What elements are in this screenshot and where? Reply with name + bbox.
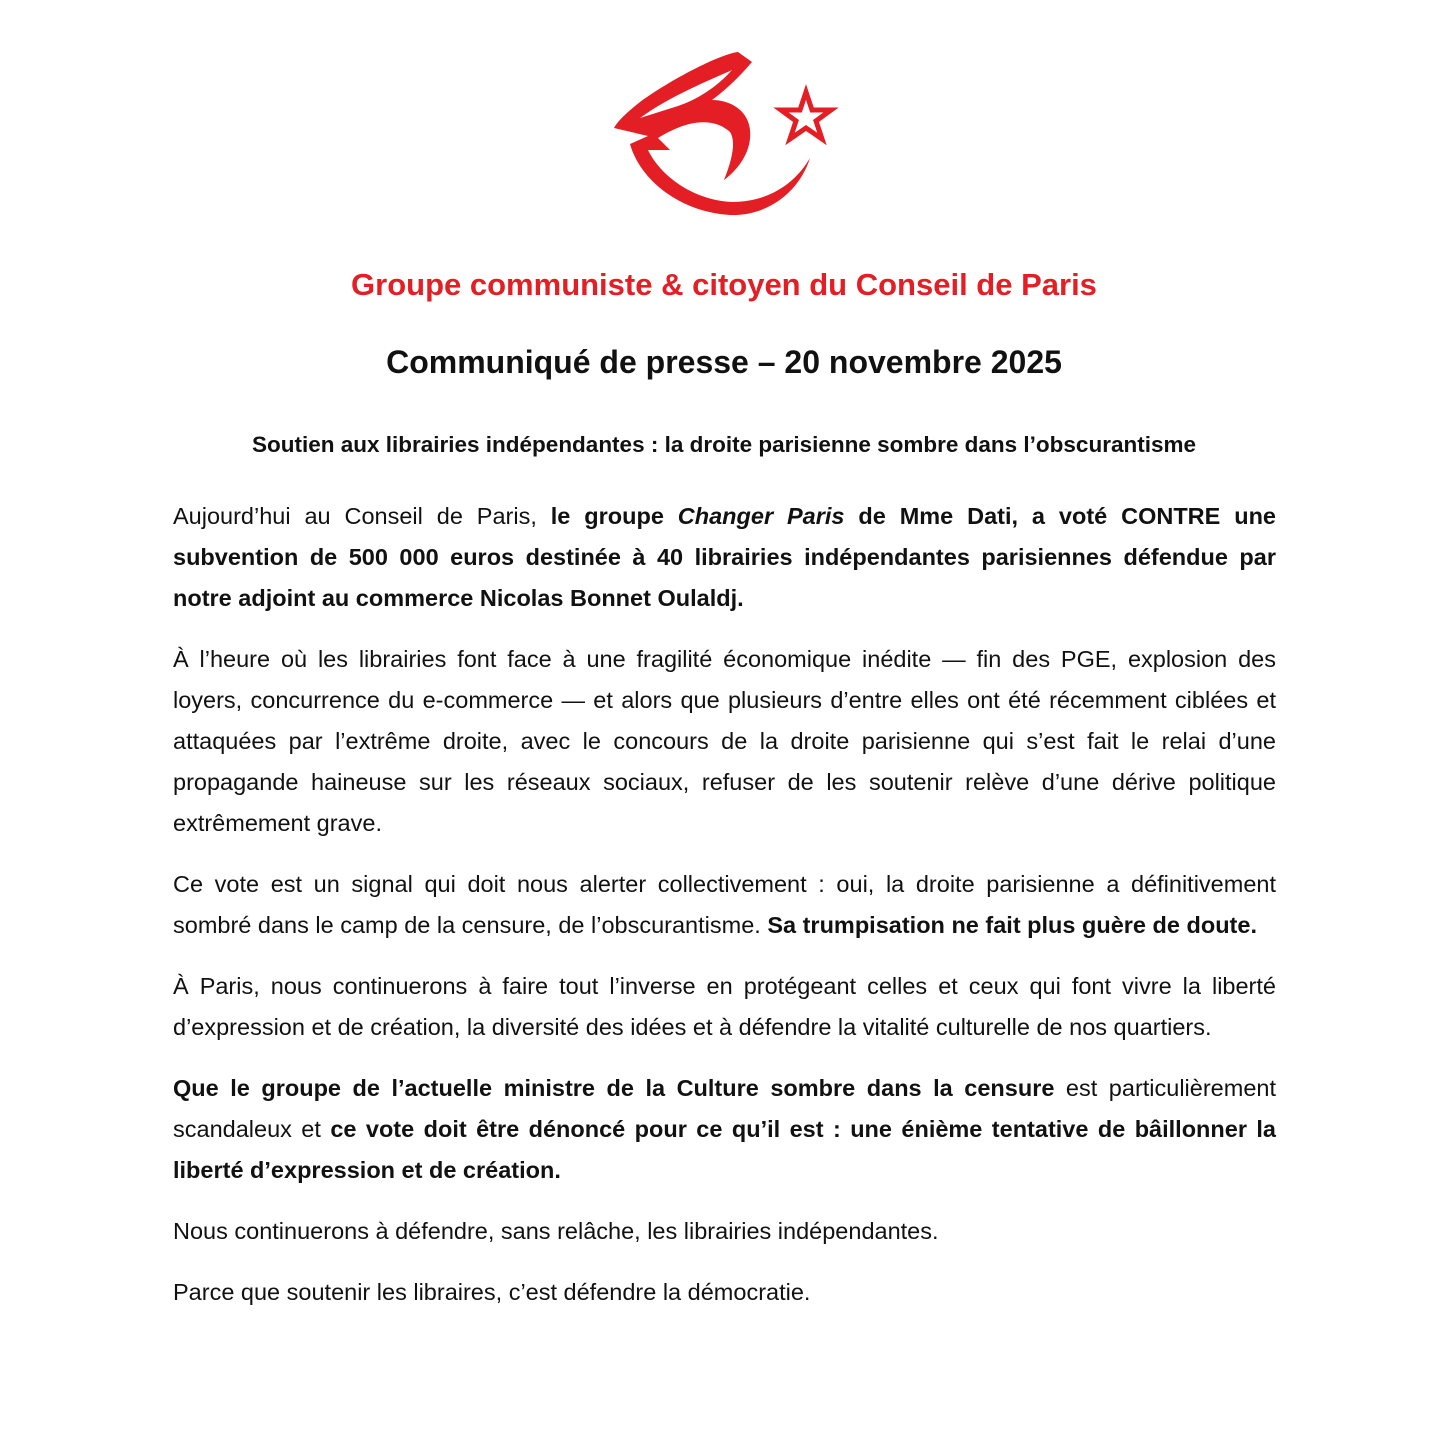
organization-title: Groupe communiste & citoyen du Conseil de Paris bbox=[351, 267, 1097, 302]
dove-star-logo-icon bbox=[600, 40, 840, 225]
p1-bold-b: de Mme Dati, a voté CONTRE une subvention de 500 000 euros destinée à 40 librairies indépendantes parisiennes défendue par notre adjoint au commerce Nicolas Bonnet Oulaldj. bbox=[173, 503, 1276, 611]
paragraph-7: Parce que soutenir les libraires, c’est défendre la démocratie. bbox=[173, 1279, 811, 1305]
paragraph-5 bbox=[173, 1068, 1276, 1191]
p3-text: Ce vote est un signal qui doit nous alerter collectivement : oui, la droite parisienne a définitivement sombré dans le camp de la censure, de l’obscurantisme. bbox=[173, 871, 1276, 938]
paragraph-4: À Paris, nous continuerons à faire tout l’inverse en protégeant celles et ceux qui font vivre la liberté d’expression et de création, la diversité des idées et à défendre la vitalité culturelle de nos quartiers. bbox=[173, 973, 1276, 1040]
release-subject: Soutien aux librairies indépendantes : la droite parisienne sombre dans l’obscurantisme bbox=[251, 432, 1196, 457]
p5-bold-a: Que le groupe de l’actuelle ministre de la Culture sombre dans la censure bbox=[173, 1075, 1055, 1101]
press-release-title: Communiqué de presse – 20 novembre 2025 bbox=[386, 344, 1062, 380]
paragraph-6: Nous continuerons à défendre, sans relâche, les librairies indépendantes. bbox=[173, 1218, 939, 1244]
paragraph-2: À l’heure où les librairies font face à une fragilité économique inédite — fin des PGE, explosion des loyers, concurrence du e-commerce — et alors que plusieurs d’entre elles ont été récemment ciblées et attaquées par l’extrême droite, avec le concours de la droite parisienne qui s’est fait le relai d’une propagande haineuse sur les réseaux sociaux, refuser de les soutenir relève d’une dérive politique extrêmement grave. bbox=[173, 646, 1276, 836]
p1-bold-a: le groupe bbox=[550, 503, 678, 529]
p1-text: Aujourd’hui au Conseil de Paris, bbox=[173, 503, 551, 529]
star-shape bbox=[781, 92, 831, 139]
p5-text: est particulièrement scandaleux et bbox=[173, 1075, 1276, 1142]
release-body bbox=[173, 496, 1276, 1333]
p3-bold: Sa trumpisation ne fait plus guère de doute. bbox=[767, 912, 1257, 938]
dove-shape bbox=[614, 52, 810, 215]
paragraph-1 bbox=[173, 496, 1276, 619]
paragraph-3 bbox=[173, 864, 1276, 946]
group-name: Changer Paris bbox=[677, 503, 845, 529]
p5-bold-b: ce vote doit être dénoncé pour ce qu’il est : une énième tentative de bâillonner la liberté d’expression et de création. bbox=[173, 1116, 1276, 1183]
